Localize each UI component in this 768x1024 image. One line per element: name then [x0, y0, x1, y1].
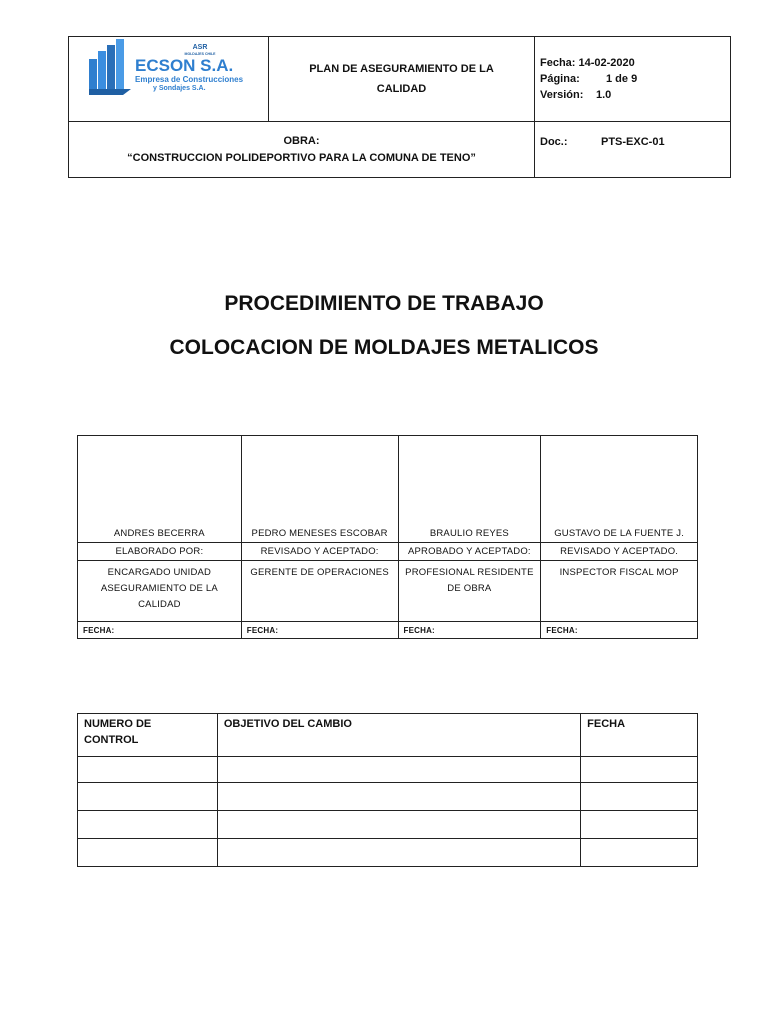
- ecson-logo: [87, 39, 257, 95]
- signer-name: PEDRO MENESES ESCOBAR: [251, 528, 388, 539]
- document-header: [68, 36, 731, 178]
- table-cell: [217, 839, 580, 867]
- obra-name: “CONSTRUCCION POLIDEPORTIVO PARA LA COMUNA DE TENO”: [127, 151, 476, 164]
- plan-title-line-1: PLAN DE ASEGURAMIENTO DE LA: [309, 63, 494, 75]
- table-cell: [217, 757, 580, 783]
- page-label: Página:: [540, 73, 580, 85]
- change-date-header: FECHA: [581, 714, 698, 757]
- logo-tagline-2: y Sondajes S.A.: [153, 85, 206, 92]
- logo-badge-sub: MOLDAJES CHILE: [184, 52, 216, 56]
- table-row: [78, 757, 698, 783]
- position-line: INSPECTOR FISCAL MOP: [559, 567, 679, 578]
- header-line: CONTROL: [84, 734, 139, 746]
- logo-company: ECSON S.A.: [135, 56, 234, 75]
- signature-table: [77, 435, 698, 639]
- signature-cell: [398, 436, 541, 543]
- signer-position: [541, 561, 698, 622]
- signer-date-label: FECHA:: [541, 622, 698, 639]
- logo-tagline-1: Empresa de Construcciones: [135, 75, 244, 84]
- signer-date-label: FECHA:: [78, 622, 242, 639]
- change-control-table: [77, 713, 698, 867]
- doc-cell: [535, 122, 731, 178]
- version-value: 1.0: [596, 89, 612, 101]
- signer-name: ANDRES BECERRA: [113, 528, 205, 539]
- document-meta-cell: [535, 37, 731, 122]
- obra-cell: [69, 122, 535, 178]
- table-cell: [581, 757, 698, 783]
- position-line: DE OBRA: [447, 583, 492, 594]
- logo-cell: [69, 37, 269, 122]
- page-value: 1 de 9: [606, 73, 638, 85]
- plan-title-line-2: CALIDAD: [376, 83, 427, 95]
- table-cell: [78, 839, 218, 867]
- logo-badge: ASR: [192, 44, 208, 51]
- table-row: [78, 839, 698, 867]
- obra-label: OBRA:: [283, 134, 320, 147]
- position-line: ENCARGADO UNIDAD: [107, 567, 212, 578]
- version-label: Versión:: [540, 89, 584, 101]
- document-subtitle: COLOCACION DE MOLDAJES METALICOS: [169, 336, 599, 359]
- signer-date-label: FECHA:: [241, 622, 398, 639]
- signer-date-label: FECHA:: [398, 622, 541, 639]
- doc-label: Doc.:: [540, 136, 568, 148]
- control-number-header: [78, 714, 218, 757]
- version-field: [540, 87, 730, 103]
- table-row: [78, 811, 698, 839]
- plan-title-cell: [269, 37, 535, 122]
- signer-role: ELABORADO POR:: [78, 543, 242, 561]
- signer-name: BRAULIO REYES: [429, 528, 509, 539]
- doc-value: PTS-EXC-01: [601, 136, 665, 148]
- table-cell: [217, 811, 580, 839]
- signer-role: APROBADO Y ACEPTADO:: [398, 543, 541, 561]
- signer-role: REVISADO Y ACEPTADO:: [241, 543, 398, 561]
- position-line: PROFESIONAL RESIDENTE: [405, 567, 534, 578]
- change-objective-header: OBJETIVO DEL CAMBIO: [217, 714, 580, 757]
- header-line: NUMERO DE: [84, 718, 152, 730]
- table-cell: [581, 839, 698, 867]
- table-cell: [581, 783, 698, 811]
- position-line: CALIDAD: [138, 599, 181, 610]
- table-cell: [78, 757, 218, 783]
- table-cell: [78, 783, 218, 811]
- signature-cell: [241, 436, 398, 543]
- document-title: PROCEDIMIENTO DE TRABAJO: [224, 292, 544, 315]
- position-line: ASEGURAMIENTO DE LA: [100, 583, 218, 594]
- signer-position: [78, 561, 242, 622]
- page-field: [540, 71, 730, 87]
- date-field: Fecha: 14-02-2020: [540, 57, 635, 69]
- signer-position: [398, 561, 541, 622]
- signature-cell: [78, 436, 242, 543]
- table-cell: [217, 783, 580, 811]
- signer-role: REVISADO Y ACEPTADO.: [541, 543, 698, 561]
- signer-position: [241, 561, 398, 622]
- signer-name: GUSTAVO DE LA FUENTE J.: [554, 528, 685, 539]
- table-row: [78, 783, 698, 811]
- table-cell: [78, 811, 218, 839]
- signature-cell: [541, 436, 698, 543]
- table-cell: [581, 811, 698, 839]
- position-line: GERENTE DE OPERACIONES: [250, 567, 389, 578]
